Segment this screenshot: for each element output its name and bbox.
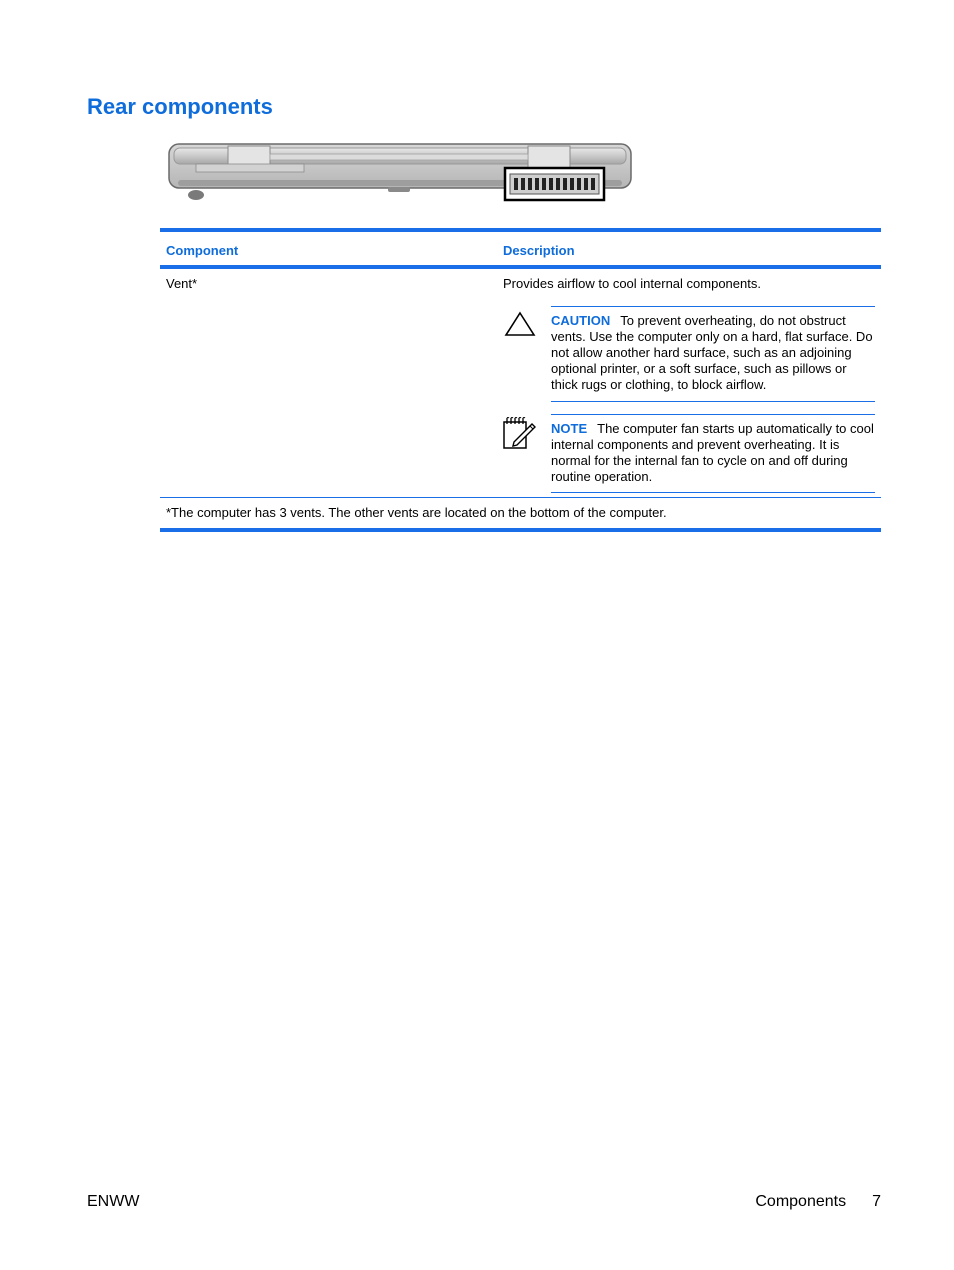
- header-description: Description: [503, 243, 575, 258]
- component-description: Provides airflow to cool internal components.: [503, 276, 761, 291]
- footer-section-title: Components: [755, 1193, 847, 1210]
- note-notice: [551, 414, 875, 493]
- caution-notice: [551, 306, 875, 402]
- component-name: Vent*: [166, 276, 198, 291]
- header-component: Component: [166, 243, 239, 258]
- note-label: NOTE: [551, 421, 588, 436]
- page-number: 7: [872, 1193, 881, 1210]
- footer-right: [755, 1193, 881, 1211]
- note-text: The computer fan starts up automatically to cool internal components and prevent overheating. It is normal for the internal fan to cycle on and off during routine operation.: [551, 421, 874, 484]
- table-row: [160, 269, 881, 497]
- caution-label: CAUTION: [551, 313, 611, 328]
- table-header-row: [160, 232, 881, 265]
- table-footnote-row: [160, 498, 881, 528]
- footer-left-label: ENWW: [87, 1193, 140, 1210]
- page-title: Rear components: [87, 94, 273, 119]
- laptop-rear-view-image: [166, 140, 636, 206]
- components-table: [160, 228, 881, 532]
- caution-text: To prevent overheating, do not obstruct vents. Use the computer only on a hard, flat surface. Do not allow another hard surface, such as an adjoining optional printer, or a soft surface, such as pillows or thick rugs or clothing, to block airflow.: [551, 313, 873, 392]
- table-bottom-rule: [160, 528, 881, 532]
- table-footnote: *The computer has 3 vents. The other vents are located on the bottom of the computer.: [166, 505, 667, 520]
- warning-triangle-icon: [504, 311, 536, 342]
- notepad-pencil-icon: [502, 416, 538, 455]
